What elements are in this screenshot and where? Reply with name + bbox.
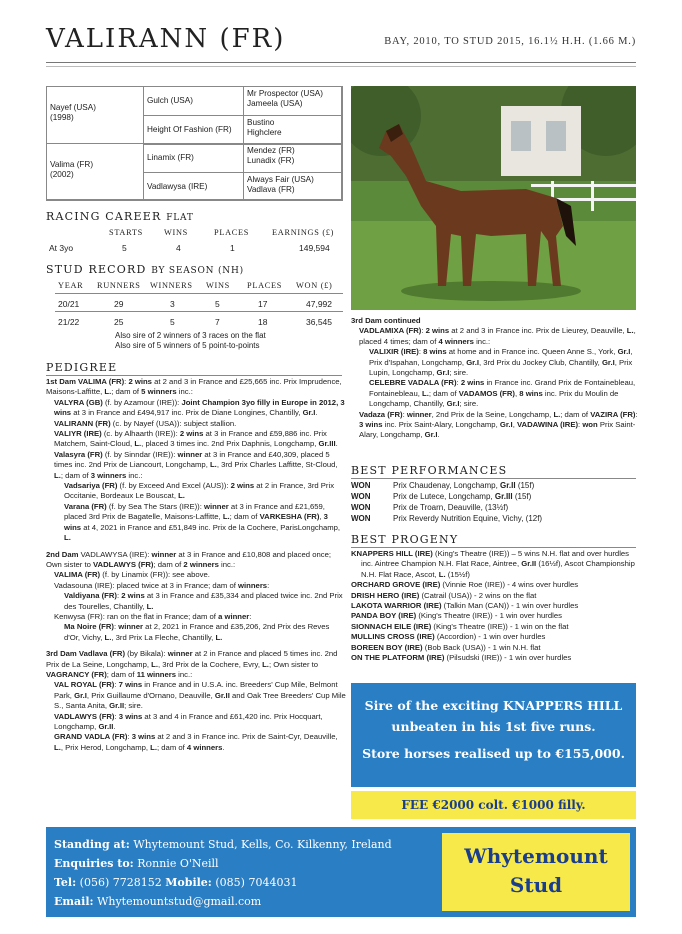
- horse-name: VALIRANN (FR): [46, 24, 286, 54]
- col-places: PLACES: [247, 281, 283, 290]
- pedigree-rule: [46, 375, 342, 376]
- col-runners: RUNNERS: [97, 281, 141, 290]
- col-earnings: EARNINGS (£): [272, 228, 335, 237]
- stud-logo-box: [442, 833, 630, 911]
- stud-note: Also sire of 5 winners of 5 point-to-points: [115, 341, 260, 350]
- ancestor-name: Bustino: [247, 118, 275, 127]
- progeny-entry: Vadsariya (FR) (f. by Exceed And Excel (AUS)): 2 wins at 2 in France, 3rd Prix Occitanie, Bordeaux Le Bouscat, L.: [64, 481, 335, 501]
- progeny-item: ORCHARD GROVE (IRE) (Vinnie Roe (IRE)) - 4 wins over hurdles: [351, 580, 579, 590]
- best-progeny-heading: BEST PROGENY: [351, 533, 459, 546]
- career-wins: 4: [176, 243, 181, 253]
- stud-winners: 3: [170, 299, 175, 309]
- contact-lines: [54, 835, 392, 911]
- second-dam: 2nd Dam VADLAWYSA (IRE): winner at 3 in France and £10,808 and placed once; Own sister to VADLAWYS (FR); dam of 2 winners inc.:: [46, 549, 332, 569]
- performance-row: [351, 480, 641, 491]
- tel-label: Tel:: [54, 876, 77, 889]
- continued-heading: 3rd Dam continued: [351, 316, 421, 325]
- stud-year: 20/21: [58, 299, 80, 309]
- great-grandsire-cell: [243, 172, 343, 201]
- email-link[interactable]: Whytemountstud@gmail.com: [97, 895, 262, 908]
- performance-race: Prix Reverdy Nutrition Equine, Vichy, (12f): [393, 514, 543, 523]
- grandsire-cell: Linamix (FR): [143, 143, 244, 173]
- horse-photo: [351, 86, 636, 310]
- performance-result: WON: [351, 503, 371, 512]
- performance-result: WON: [351, 481, 371, 490]
- progeny-entry: CELEBRE VADALA (FR): 2 wins in France inc. Grand Prix de Fontainebleau, Fontainebleau, L.; dam of VADAMOS (FR), 8 wins inc. Prix du Moulin de Longchamp, Chantilly, Gr.I; sire.: [369, 378, 636, 409]
- third-dam: 3rd Dam Vadlava (FR) (by Bikala): winner at 2 in France and placed 5 times inc. 2nd Prix de La Seine, Longchamp, L., 3rd Prix de la Cochere, Evry, L.; Own sister to VAGRANCY (FR); dam of 11 winners inc.:: [46, 649, 338, 679]
- progeny-item: KNAPPERS HILL (IRE) (King's Theatre (IRE)) – 5 wins N.H. flat and over hurdles inc. Aintree Champion N.H. Flat Race, Aintree, Gr.II (16½f), Ascot Championship N.H. Flat Race, Ascot, L. (15½f): [351, 549, 635, 579]
- career-earnings: 149,594: [299, 243, 330, 253]
- progeny-entry: VADLAMIXA (FR): 2 wins at 2 and 3 in France inc. Prix de Lieurey, Deauville, L., placed 4 times; dam of 4 winners inc.:: [359, 326, 636, 346]
- progeny-entry: GRAND VADLA (FR): 3 wins at 2 and 3 in France inc. Prix de Saint-Cyr, Deauville, L., Prix Herod, Longchamp, L.; dam of 4 winners.: [54, 732, 338, 752]
- performance-race: Prix de Lutece, Longchamp,: [393, 492, 495, 501]
- performance-result: WON: [351, 492, 371, 501]
- header-rule: [46, 62, 636, 63]
- progeny-item: ON THE PLATFORM (IRE) (Pilsudski (IRE)) - 1 win over hurdles: [351, 653, 572, 663]
- phone-line: [54, 873, 392, 892]
- header-rule-secondary: [46, 66, 636, 67]
- progeny-item: DRISH HERO (IRE) (Catrail (USA)) - 2 wins on the flat: [351, 590, 537, 600]
- standing-line: [54, 835, 392, 854]
- stud-won: 47,992: [306, 299, 332, 309]
- progeny-entry: Vadaza (FR): winner, 2nd Prix de la Seine, Longchamp, L.; dam of VAZIRA (FR): 3 wins inc. Prix Saint-Alary, Longchamp, Gr.I, VADAWINA (IRE): won Prix Saint-Alary, Longchamp, Gr.I.: [359, 409, 638, 440]
- progeny-item: BOREEN BOY (IRE) (Bob Back (USA)) - 1 win N.H. flat: [351, 642, 541, 652]
- progeny-entry: Kenwysa (FR): ran on the flat in France; dam of a winner:: [54, 611, 252, 621]
- best-performances-heading: BEST PERFORMANCES: [351, 464, 508, 477]
- performance-grade: Gr.II: [500, 481, 516, 490]
- performance-distance: (15f): [512, 492, 532, 501]
- best-performances-rule: [351, 478, 636, 479]
- ancestor-name: Always Fair (USA): [247, 175, 314, 184]
- stud-record-type: BY SEASON (NH): [151, 266, 244, 276]
- ancestor-name: Mendez (FR): [247, 146, 295, 155]
- stud-runners: 29: [114, 299, 124, 309]
- progeny-entry: VAL ROYAL (FR): 7 wins in France and in U.S.A. inc. Breeders' Cup Mile, Belmont Park, Gr.I, Prix Guillaume d'Ornano, Deauville, Gr.II and Oak Tree Breeders' Cup Mile S., Santa Anita, Gr.II; sire.: [54, 680, 346, 711]
- ancestor-name: Lunadix (FR): [247, 156, 295, 165]
- performance-distance: (15f): [515, 481, 535, 490]
- stud-name-line: Stud: [509, 873, 563, 897]
- performance-grade: Gr.III: [494, 492, 513, 501]
- performance-row: [351, 491, 641, 502]
- grandsire-cell: Vadlawysa (IRE): [143, 172, 244, 201]
- progeny-entry: Valdiyana (FR): 2 wins at 3 in France and £35,334 and placed twice inc. 2nd Prix des Tourelles, Chantilly, L.: [64, 591, 343, 611]
- dam-year: (2002): [50, 170, 74, 179]
- stud-winners: 5: [170, 317, 175, 327]
- progeny-item: LAKOTA WARRIOR (IRE) (Talkin Man (CAN)) - 1 win over hurdles: [351, 601, 579, 611]
- email-line: [54, 892, 392, 911]
- great-grandsire-cell: [243, 86, 343, 116]
- horse-photo-illustration: [351, 86, 636, 310]
- third-dam-continued: [351, 316, 641, 441]
- standing-label: Standing at:: [54, 838, 130, 851]
- career-row-label: At 3yo: [49, 243, 74, 253]
- career-places: 1: [230, 243, 235, 253]
- dam-cell: [46, 143, 144, 201]
- progeny-item: MULLINS CROSS (IRE) (Accordion) - 1 win over hurdles: [351, 632, 546, 642]
- progeny-entry: VALIRANN (FR) (c. by Nayef (USA)): subject stallion.: [54, 418, 237, 428]
- enquiries-value: Ronnie O'Neill: [137, 857, 219, 870]
- promo-line: unbeaten in his 1st five runs.: [391, 719, 596, 734]
- progeny-entry: VALYRA (GB) (f. by Azamour (IRE)): Joint Champion 3yo filly in Europe in 2012, 3 wins at 3 in France and £494,917 inc. Prix de Diane Longines, Chantilly, Gr.I.: [54, 397, 345, 418]
- progeny-entry: Vadasouna (IRE): placed twice at 3 in France; dam of winners:: [54, 580, 270, 590]
- racing-career-title: RACING CAREER: [46, 210, 162, 223]
- standing-value: Whytemount Stud, Kells, Co. Kilkenny, Ireland: [133, 838, 392, 851]
- stud-places: 17: [258, 299, 268, 309]
- enquiries-label: Enquiries to:: [54, 857, 134, 870]
- fee-banner: FEE €2000 colt. €1000 filly.: [351, 791, 636, 819]
- ancestor-name: Mr Prospector (USA): [247, 89, 323, 98]
- contact-footer: [46, 827, 636, 917]
- email-label: Email:: [54, 895, 94, 908]
- stud-record-heading: [46, 263, 244, 276]
- stud-record-title: STUD RECORD: [46, 263, 147, 276]
- col-won: WON (£): [296, 281, 333, 290]
- pedigree-text: [46, 377, 346, 753]
- ancestor-name: Vadlava (FR): [247, 185, 295, 194]
- best-progeny-rule: [351, 547, 636, 548]
- performance-result: WON: [351, 514, 371, 523]
- horse-details: BAY, 2010, TO STUD 2015, 16.1½ H.H. (1.66 M.): [384, 36, 636, 47]
- col-places: PLACES: [214, 228, 250, 237]
- stud-name-line: Whytemount: [464, 844, 608, 868]
- performance-race: Prix de Troarn, Deauville, (13½f): [393, 503, 509, 512]
- racing-career-heading: [46, 210, 194, 223]
- mobile-label: Mobile:: [165, 876, 212, 889]
- grandsire-cell: Height Of Fashion (FR): [143, 115, 244, 145]
- progeny-entry: VALIYR (IRE) (c. by Alhaarth (IRE)): 2 wins at 3 in France and £59,886 inc. Prix Matchem, Saint-Cloud, L., placed 3 times inc. 2nd Prix Daphnis, Longchamp, Gr.III.: [54, 429, 338, 449]
- stud-record-rule: [55, 293, 343, 294]
- progeny-entry: Ma Noire (FR): winner at 2, 2021 in France and £35,206, 2nd Prix des Reves d'Or, Vichy, L., 3rd Prix La Fleche, Chantilly, L.: [64, 622, 330, 642]
- sire-cell: [46, 86, 144, 144]
- great-grandsire-cell: [243, 115, 343, 145]
- promo-box: [351, 683, 636, 787]
- promo-line: Sire of the exciting KNAPPERS HILL: [364, 698, 623, 713]
- promo-line: Store horses realised up to €155,000.: [362, 746, 625, 761]
- performance-row: [351, 513, 641, 524]
- pedigree-table: [46, 86, 342, 200]
- progeny-entry: VALIXIR (IRE): 8 wins at home and in France inc. Queen Anne S., York, Gr.I, Prix d'Ispahan, Longchamp, Gr.I, 3rd Prix du Jockey Club, Chantilly, Gr.I, Prix Lupin, Longchamp, Gr.I; sire.: [369, 347, 633, 378]
- ancestor-name: Highclere: [247, 128, 282, 137]
- pedigree-heading: PEDIGREE: [46, 361, 118, 374]
- progeny-list: [351, 549, 643, 663]
- career-starts: 5: [122, 243, 127, 253]
- tel-value[interactable]: (056) 7728152: [79, 876, 162, 889]
- progeny-entry: VALIMA (FR) (f. by Linamix (FR)): see above.: [54, 570, 210, 580]
- progeny-item: SIONNACH EILE (IRE) (King's Theatre (IRE)) - 1 win on the flat: [351, 621, 569, 631]
- stud-wins: 7: [215, 317, 220, 327]
- col-wins: WINS: [164, 228, 188, 237]
- col-winners: WINNERS: [150, 281, 193, 290]
- sire-name: Nayef (USA): [50, 103, 96, 112]
- stud-runners: 25: [114, 317, 124, 327]
- col-starts: STARTS: [109, 228, 143, 237]
- mobile-value[interactable]: (085) 7044031: [215, 876, 298, 889]
- stud-places: 18: [258, 317, 268, 327]
- sire-year: (1998): [50, 113, 74, 122]
- performances-list: [351, 480, 641, 524]
- enquiries-line: [54, 854, 392, 873]
- ancestor-name: Jameela (USA): [247, 99, 303, 108]
- stud-note: Also sire of 2 winners of 3 races on the flat: [115, 331, 266, 340]
- dam-name: Valima (FR): [50, 160, 94, 169]
- stud-record-row-rule: [55, 311, 343, 312]
- stud-wins: 5: [215, 299, 220, 309]
- grandsire-cell: Gulch (USA): [143, 86, 244, 116]
- progeny-entry: VADLAWYS (FR): 3 wins at 3 and 4 in France and £61,420 inc. Prix Hocquart, Longchamp, Gr.II.: [54, 711, 323, 731]
- progeny-entry: Varana (FR) (f. by Sea The Stars (IRE)): winner at 3 in France and £21,659, placed 3rd Prix de Bagatelle, Maisons-Laffitte, L.; dam of VARKESHA (FR), 3 wins at 4, 2021 in France and £51,849 inc. Prix de la Cochere, ParisLongchamp, L.: [64, 501, 341, 543]
- col-year: YEAR: [58, 281, 84, 290]
- performance-race: Prix Chaudenay, Longchamp,: [393, 481, 501, 490]
- great-grandsire-cell: [243, 143, 343, 173]
- progeny-item: PANDA BOY (IRE) (King's Theatre (IRE)) - 1 win over hurdles: [351, 611, 562, 621]
- stud-won: 36,545: [306, 317, 332, 327]
- stud-year: 21/22: [58, 317, 80, 327]
- col-wins: WINS: [206, 281, 230, 290]
- progeny-entry: Valasyra (FR) (f. by Sinndar (IRE)): winner at 3 in France and £40,309, placed 5 times inc. 2nd Prix de Liancourt, Longchamp, L., 3rd Prix Charles Laffitte, St-Cloud, L.; dam of 3 winners inc.:: [54, 449, 338, 480]
- performance-row: [351, 502, 641, 513]
- racing-career-type: FLAT: [166, 213, 194, 223]
- first-dam: 1st Dam VALIMA (FR): 2 wins at 2 and 3 in France and £25,665 inc. Prix Imprudence, Maisons-Laffitte, L.; dam of 5 winners inc.:: [46, 377, 342, 397]
